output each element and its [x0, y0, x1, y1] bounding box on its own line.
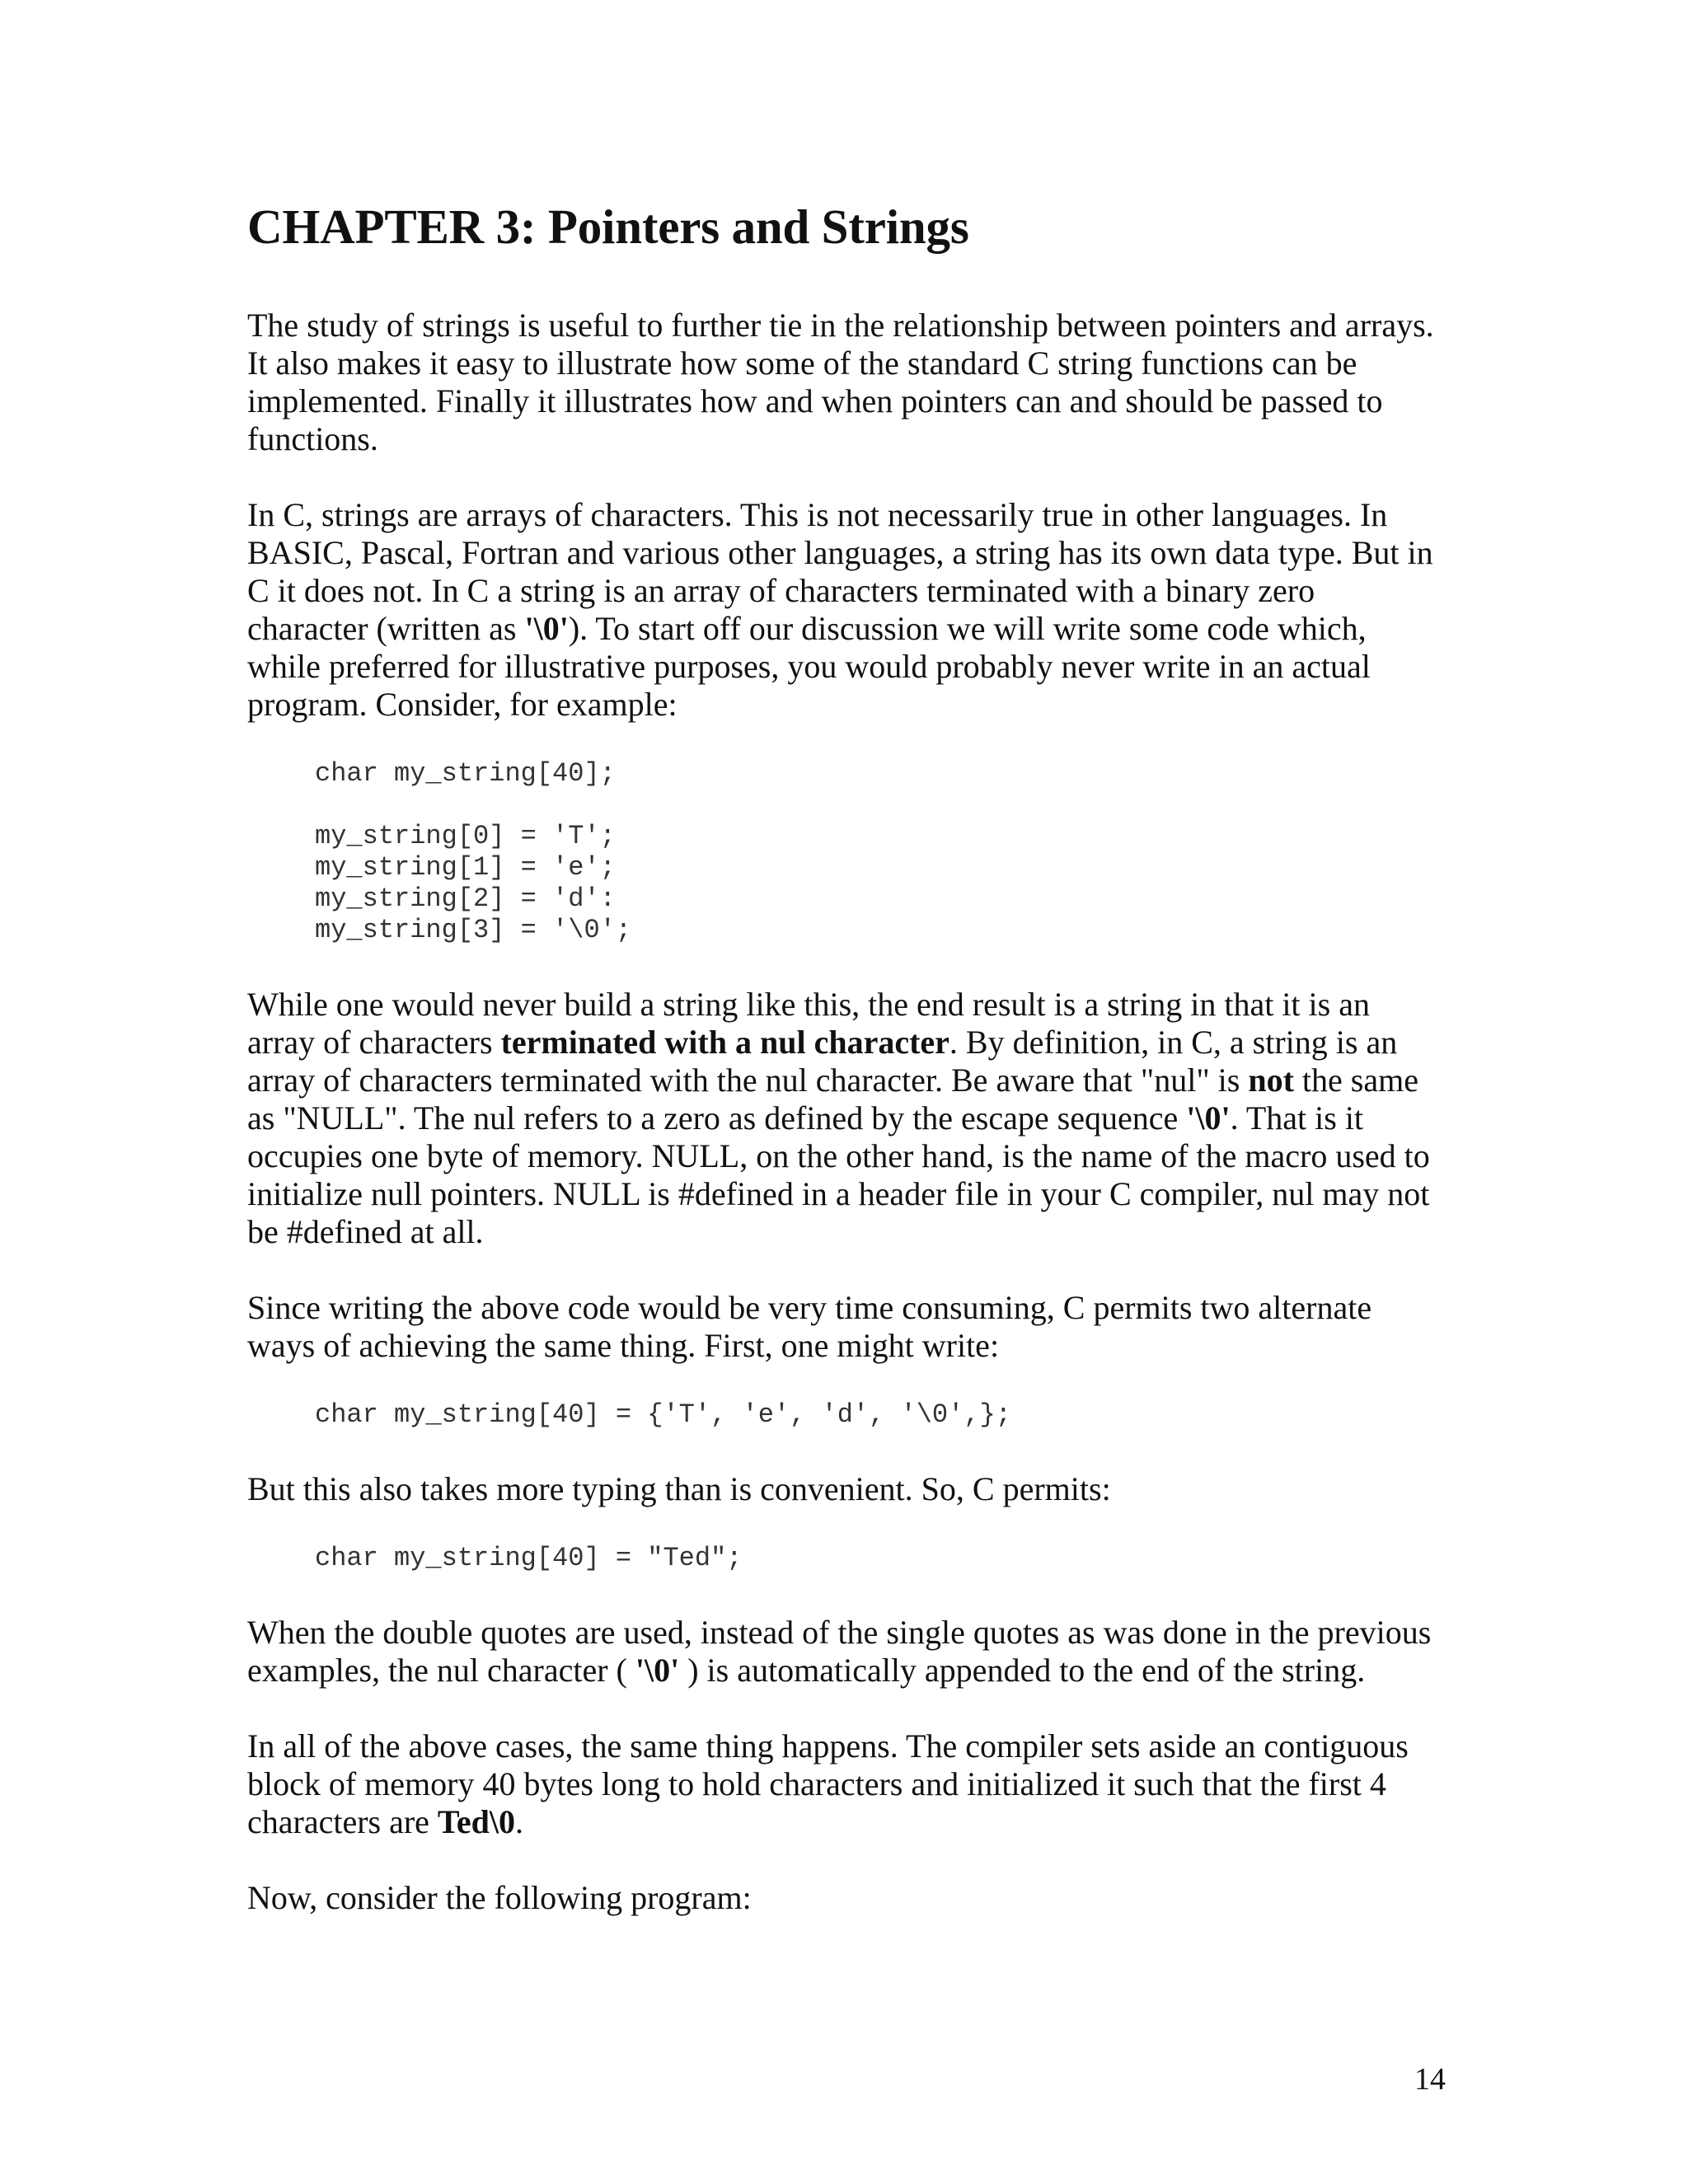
text-run: the same as "NULL". The nul refers to a zero as defined by the escape sequence: [247, 1062, 1418, 1137]
text-run: While one would never build a string like this, the end result is a string in that it is an array of characters: [247, 986, 1370, 1061]
paragraph-strings-in-c: [247, 496, 1451, 724]
bold-run: Ted\0: [437, 1803, 516, 1840]
text-run: ) is automatically appended to the end of the string.: [679, 1652, 1366, 1689]
bold-run: '\0': [1186, 1099, 1231, 1137]
text-run: In C, strings are arrays of characters. This is not necessarily true in other languages. In BASIC, Pascal, Fortran and various other languages, a string has its own data type. But in C it does not. In C a string is an array of characters terminated with a binary zero character (written as: [247, 496, 1433, 647]
bold-run: '\0': [635, 1652, 680, 1689]
text-run: In all of the above cases, the same thing happens. The compiler sets aside an contiguous block of memory 40 bytes long to hold characters and initialized it such that the first 4 characters are: [247, 1727, 1409, 1840]
paragraph-memory-block: [247, 1727, 1451, 1841]
text-run: . That is it occupies one byte of memory. NULL, on the other hand, is the name of the macro used to initialize null pointers. NULL is #defined in a header file in your C compiler, nul may not be #defined at all.: [247, 1099, 1430, 1250]
text-run: When the double quotes are used, instead of the single quotes as was done in the previous examples, the nul character (: [247, 1614, 1432, 1689]
code-block-char-assignment: char my_string[40]; my_string[0] = 'T'; my_string[1] = 'e'; my_string[2] = 'd': my_string[3] = '\0';: [315, 758, 632, 945]
page-number: 14: [1414, 2062, 1446, 2097]
bold-run: '\0': [524, 610, 569, 647]
text-run: . By definition, in C, a string is an array of characters terminated with the nul character. Be aware that "nul" is: [247, 1024, 1398, 1099]
page-content: [247, 194, 1451, 1917]
chapter-title: CHAPTER 3: Pointers and Strings: [247, 199, 969, 254]
paragraph-nul-character: [247, 986, 1451, 1251]
paragraph-double-quotes: [247, 1614, 1451, 1690]
code-block-array-initializer: char my_string[40] = {'T', 'e', 'd', '\0',};: [315, 1399, 1011, 1430]
bold-run: not: [1248, 1062, 1294, 1099]
paragraph-more-typing: But this also takes more typing than is convenient. So, C permits:: [247, 1470, 1111, 1507]
text-run: ). To start off our discussion we will write some code which, while preferred for illustrative purposes, you would probably never write in an actual program. Consider, for example:: [247, 610, 1371, 723]
text-run: .: [515, 1803, 524, 1840]
paragraph-intro: The study of strings is useful to further tie in the relationship between pointers and arrays. It also makes it easy to illustrate how some of the standard C string functions can be implemented. Finally it illustrates how and when pointers can and should be passed to functions.: [247, 307, 1434, 457]
paragraph-alternate-ways: Since writing the above code would be very time consuming, C permits two alternate ways of achieving the same thing. First, one might write:: [247, 1289, 1372, 1364]
paragraph-next-program: Now, consider the following program:: [247, 1879, 752, 1916]
code-block-string-literal: char my_string[40] = "Ted";: [315, 1543, 743, 1573]
bold-run: terminated with a nul character: [500, 1024, 950, 1061]
